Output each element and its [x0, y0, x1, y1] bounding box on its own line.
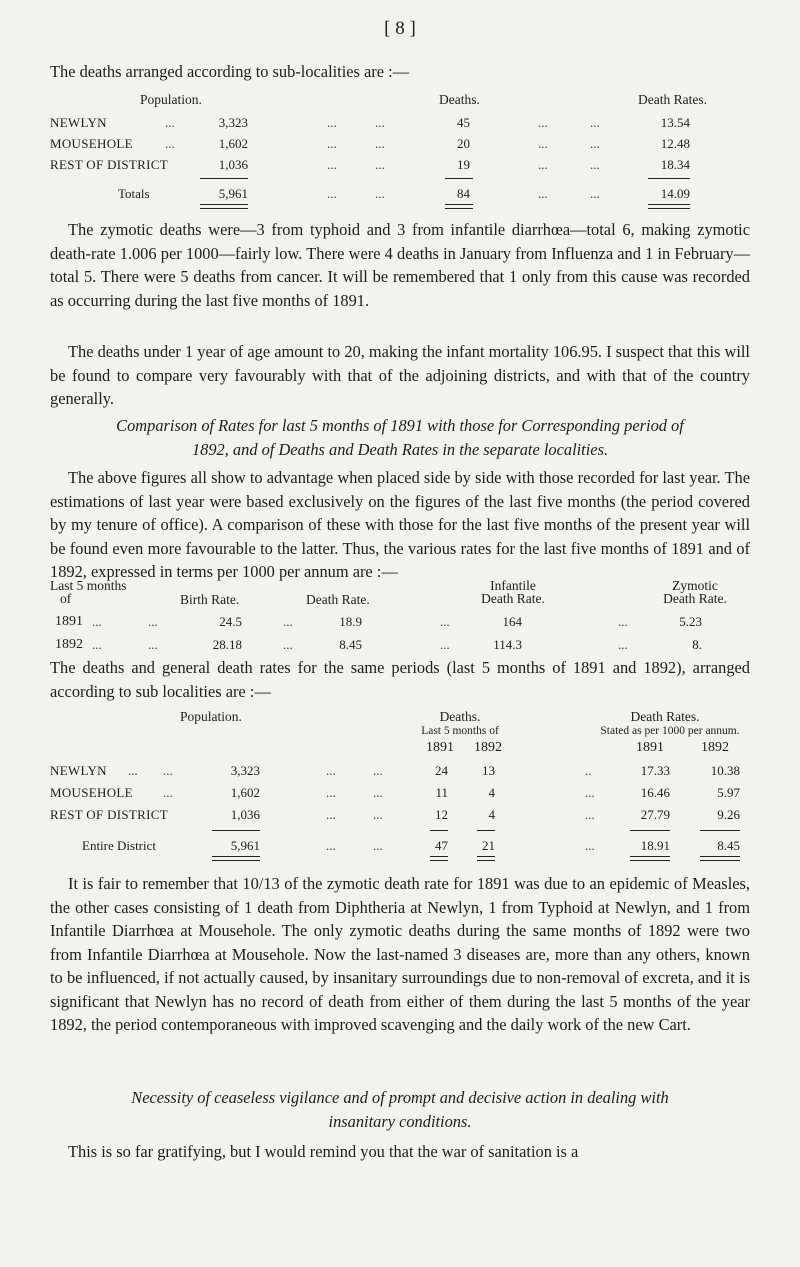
- dots: ...: [590, 136, 600, 151]
- dots: ...: [375, 157, 385, 172]
- double-rule: [700, 856, 740, 861]
- heading-line: Comparison of Rates for last 5 months of 1891 with those for Corresponding period of: [116, 416, 684, 435]
- row-birth-rate: 24.5: [219, 614, 242, 629]
- col-header-rates-1891: 1891: [636, 740, 664, 755]
- total-population: 5,961: [230, 838, 260, 853]
- dots: ...: [538, 115, 548, 130]
- row-locality: REST OF DISTRICT: [50, 157, 168, 172]
- row-deaths: 20: [457, 136, 470, 151]
- col-header-deaths: Deaths.: [439, 92, 480, 107]
- sum-rule: [477, 830, 495, 831]
- dots: ...: [375, 186, 385, 201]
- paragraph-closing: This is so far gratifying, but I would remind you that the war of sanitation is a: [68, 1142, 579, 1161]
- row-birth-rate: 28.18: [212, 637, 242, 652]
- total-deaths-1892: 21: [482, 838, 495, 853]
- col-header-deaths-1892: 1892: [474, 740, 502, 755]
- row-rate: 12.48: [660, 136, 690, 151]
- dots: ...: [148, 637, 158, 652]
- sum-rule: [630, 830, 670, 831]
- dots: ...: [283, 614, 293, 629]
- row-rate: 18.34: [660, 157, 690, 172]
- col-header-deaths-1891: 1891: [426, 740, 454, 755]
- sum-rule: [648, 178, 690, 179]
- row-rate-1892: 10.38: [710, 763, 740, 778]
- row-infantile-rate: 114.3: [493, 637, 522, 652]
- paragraph-infant-mortality: The deaths under 1 year of age amount to 20, making the infant mortality 106.95. I suspect that this will be found to compare very favourably with that of the adjoining districts, and with that of the country generally.: [50, 342, 750, 408]
- dots: ...: [326, 807, 336, 822]
- col-header-death-rates: Death Rates.: [630, 709, 700, 724]
- dots: ...: [590, 157, 600, 172]
- col-header-rates-1892: 1892: [701, 740, 729, 755]
- col-header-zymotic-death-rate: [640, 579, 750, 605]
- paragraph-measles-epidemic: It is fair to remember that 10/13 of the zymotic death rate for 1891 was due to an epidemic of Measles, the other cases consisting of 1 death from Diphtheria at Newlyn, 1 from Typhoid at Newlyn, and 1 from Infantile Diarrhœa at Mousehole. The only zymotic deaths during the same months of 1892 were two from Infantile Diarrhœa at Mousehole. Now the last-named 3 diseases are, more than any others, known to be influenced, if not actually caused, by insanitary surroundings due to non-removal of excreta, and it is significant that Newlyn has no record of death from either of them during the last 5 months of the year 1892, the period contemporaneous with improved scavenging and the daily work of the new Cart.: [50, 874, 750, 1034]
- col-header-death-rates: Death Rates.: [638, 92, 707, 107]
- double-rule: [445, 204, 473, 209]
- total-label: Entire District: [82, 838, 157, 853]
- dots: ...: [373, 807, 383, 822]
- dots: ...: [92, 614, 102, 629]
- dots: ...: [375, 136, 385, 151]
- sum-rule: [700, 830, 740, 831]
- col-header-infantile-death-rate: [458, 579, 568, 605]
- col-header-population: Population.: [180, 709, 242, 724]
- col-header-death-rate: Death Rate.: [306, 592, 370, 607]
- header-line: Death Rate.: [663, 591, 727, 606]
- row-deaths-1892: 4: [488, 807, 495, 822]
- col-header-birth-rate: Birth Rate.: [180, 592, 240, 607]
- total-deaths-1891: 47: [435, 838, 448, 853]
- row-death-rate: 18.9: [339, 614, 362, 629]
- total-population: 5,961: [218, 186, 248, 201]
- section-heading-vigilance: [50, 1086, 750, 1133]
- row-locality: NEWLYN: [50, 763, 107, 778]
- dots: ...: [440, 637, 450, 652]
- row-locality: MOUSEHOLE: [50, 136, 133, 151]
- row-rate-1892: 5.97: [717, 785, 740, 800]
- header-line: of: [60, 591, 72, 606]
- row-separator: ...: [585, 785, 595, 800]
- row-deaths-1891: 11: [435, 785, 448, 800]
- dots: ...: [326, 763, 336, 778]
- row-zymotic-rate: 8.: [692, 637, 702, 652]
- double-rule: [430, 856, 448, 861]
- row-rate-1892: 9.26: [717, 807, 740, 822]
- col-header-period: [50, 579, 127, 605]
- dots: ...: [326, 785, 336, 800]
- row-locality: NEWLYN: [50, 115, 107, 130]
- double-rule: [212, 856, 260, 861]
- total-label: Totals: [118, 186, 150, 201]
- dots: ...: [326, 838, 336, 853]
- row-deaths: 45: [457, 115, 470, 130]
- heading-line: insanitary conditions.: [328, 1111, 472, 1131]
- total-rate: 14.09: [660, 186, 690, 201]
- sum-rule: [212, 830, 260, 831]
- total-rate-1892: 8.45: [717, 838, 740, 853]
- dots: ...: [163, 763, 173, 778]
- header-line: Last 5 months: [50, 578, 127, 593]
- row-separator: ...: [585, 807, 595, 822]
- row-locality: MOUSEHOLE: [50, 785, 133, 800]
- header-line: Death Rate.: [481, 591, 545, 606]
- dots: ...: [590, 186, 600, 201]
- sum-rule: [430, 830, 448, 831]
- row-death-rate: 8.45: [339, 637, 362, 652]
- dots: ...: [373, 785, 383, 800]
- row-locality: REST OF DISTRICT: [50, 807, 168, 822]
- row-population: 3,323: [218, 115, 248, 130]
- row-year: 1891: [55, 614, 83, 629]
- dots: ...: [538, 186, 548, 201]
- dots: ...: [373, 838, 383, 853]
- dots: ...: [92, 637, 102, 652]
- dots: ...: [327, 186, 337, 201]
- double-rule: [477, 856, 495, 861]
- row-separator: ...: [585, 838, 595, 853]
- row-zymotic-rate: 5.23: [679, 614, 702, 629]
- row-leader: ...: [165, 136, 175, 151]
- intro-text: The deaths arranged according to sub-localities are :—: [50, 62, 410, 81]
- dots: ...: [590, 115, 600, 130]
- sum-rule: [200, 178, 248, 179]
- double-rule: [630, 856, 670, 861]
- row-population: 3,323: [230, 763, 260, 778]
- row-population: 1,036: [218, 157, 248, 172]
- dots: ...: [283, 637, 293, 652]
- row-infantile-rate: 164: [502, 614, 522, 629]
- total-rate-1891: 18.91: [640, 838, 670, 853]
- row-year: 1892: [55, 637, 83, 652]
- dots: ...: [327, 157, 337, 172]
- row-deaths-1891: 24: [435, 763, 448, 778]
- row-leader: ...: [163, 785, 173, 800]
- header-line: Zymotic: [672, 578, 718, 593]
- dots: ...: [373, 763, 383, 778]
- dots: ...: [327, 115, 337, 130]
- row-rate-1891: 27.79: [640, 807, 670, 822]
- col-header-deaths: Deaths.: [439, 709, 481, 724]
- header-line: Infantile: [490, 578, 536, 593]
- row-population: 1,602: [230, 785, 260, 800]
- dots: ...: [538, 136, 548, 151]
- paragraph-sub-localities-intro: The deaths and general death rates for the same periods (last 5 months of 1891 and 1892), arranged according to sub localities are :—: [50, 658, 750, 701]
- row-rate: 13.54: [660, 115, 690, 130]
- row-rate-1891: 17.33: [640, 763, 670, 778]
- row-rate-1891: 16.46: [640, 785, 670, 800]
- heading-line: 1892, and of Deaths and Death Rates in the separate localities.: [191, 439, 609, 459]
- heading-line: Necessity of ceaseless vigilance and of prompt and decisive action in dealing with: [131, 1088, 669, 1107]
- double-rule: [648, 204, 690, 209]
- page-number: [ 8 ]: [384, 18, 416, 39]
- col-header-population: Population.: [140, 92, 202, 107]
- row-separator: ..: [585, 763, 592, 778]
- dots: ...: [375, 115, 385, 130]
- dots: ...: [618, 637, 628, 652]
- section-heading-comparison: [50, 414, 750, 461]
- col-subheader-deaths: Last 5 months of: [421, 725, 499, 737]
- paragraph-zymotic: The zymotic deaths were—3 from typhoid and 3 from infantile diarrhœa—total 6, making zymotic death-rate 1.006 per 1000—fairly low. There were 4 deaths in January from Influenza and 1 in February—total 5. There were 5 deaths from cancer. It will be remembered that 1 only from this cause was recorded as occurring during the last five months of 1891.: [50, 220, 750, 310]
- row-leader: ...: [165, 115, 175, 130]
- row-population: 1,602: [218, 136, 248, 151]
- dots: ...: [148, 614, 158, 629]
- row-leader: ...: [128, 763, 138, 778]
- double-rule: [200, 204, 248, 209]
- row-deaths-1892: 4: [488, 785, 495, 800]
- total-deaths: 84: [457, 186, 470, 201]
- dots: ...: [618, 614, 628, 629]
- row-deaths-1891: 12: [435, 807, 448, 822]
- sum-rule: [445, 178, 473, 179]
- paragraph-rates-intro: The above figures all show to advantage when placed side by side with those recorded for last year. The estimations of last year were based exclusively on the figures of the last five months (the period covered by my tenure of office). A comparison of these with those for the last five months of the present year will be found even more favourable to the latter. Thus, the various rates for the last five months of 1891 and of 1892, expressed in terms per 1000 per annum are :—: [50, 468, 750, 581]
- col-subheader-death-rates: Stated as per 1000 per annum.: [600, 725, 740, 737]
- dots: ...: [440, 614, 450, 629]
- dots: ...: [538, 157, 548, 172]
- row-deaths-1892: 13: [482, 763, 495, 778]
- dots: ...: [327, 136, 337, 151]
- row-population: 1,036: [230, 807, 260, 822]
- row-deaths: 19: [457, 157, 470, 172]
